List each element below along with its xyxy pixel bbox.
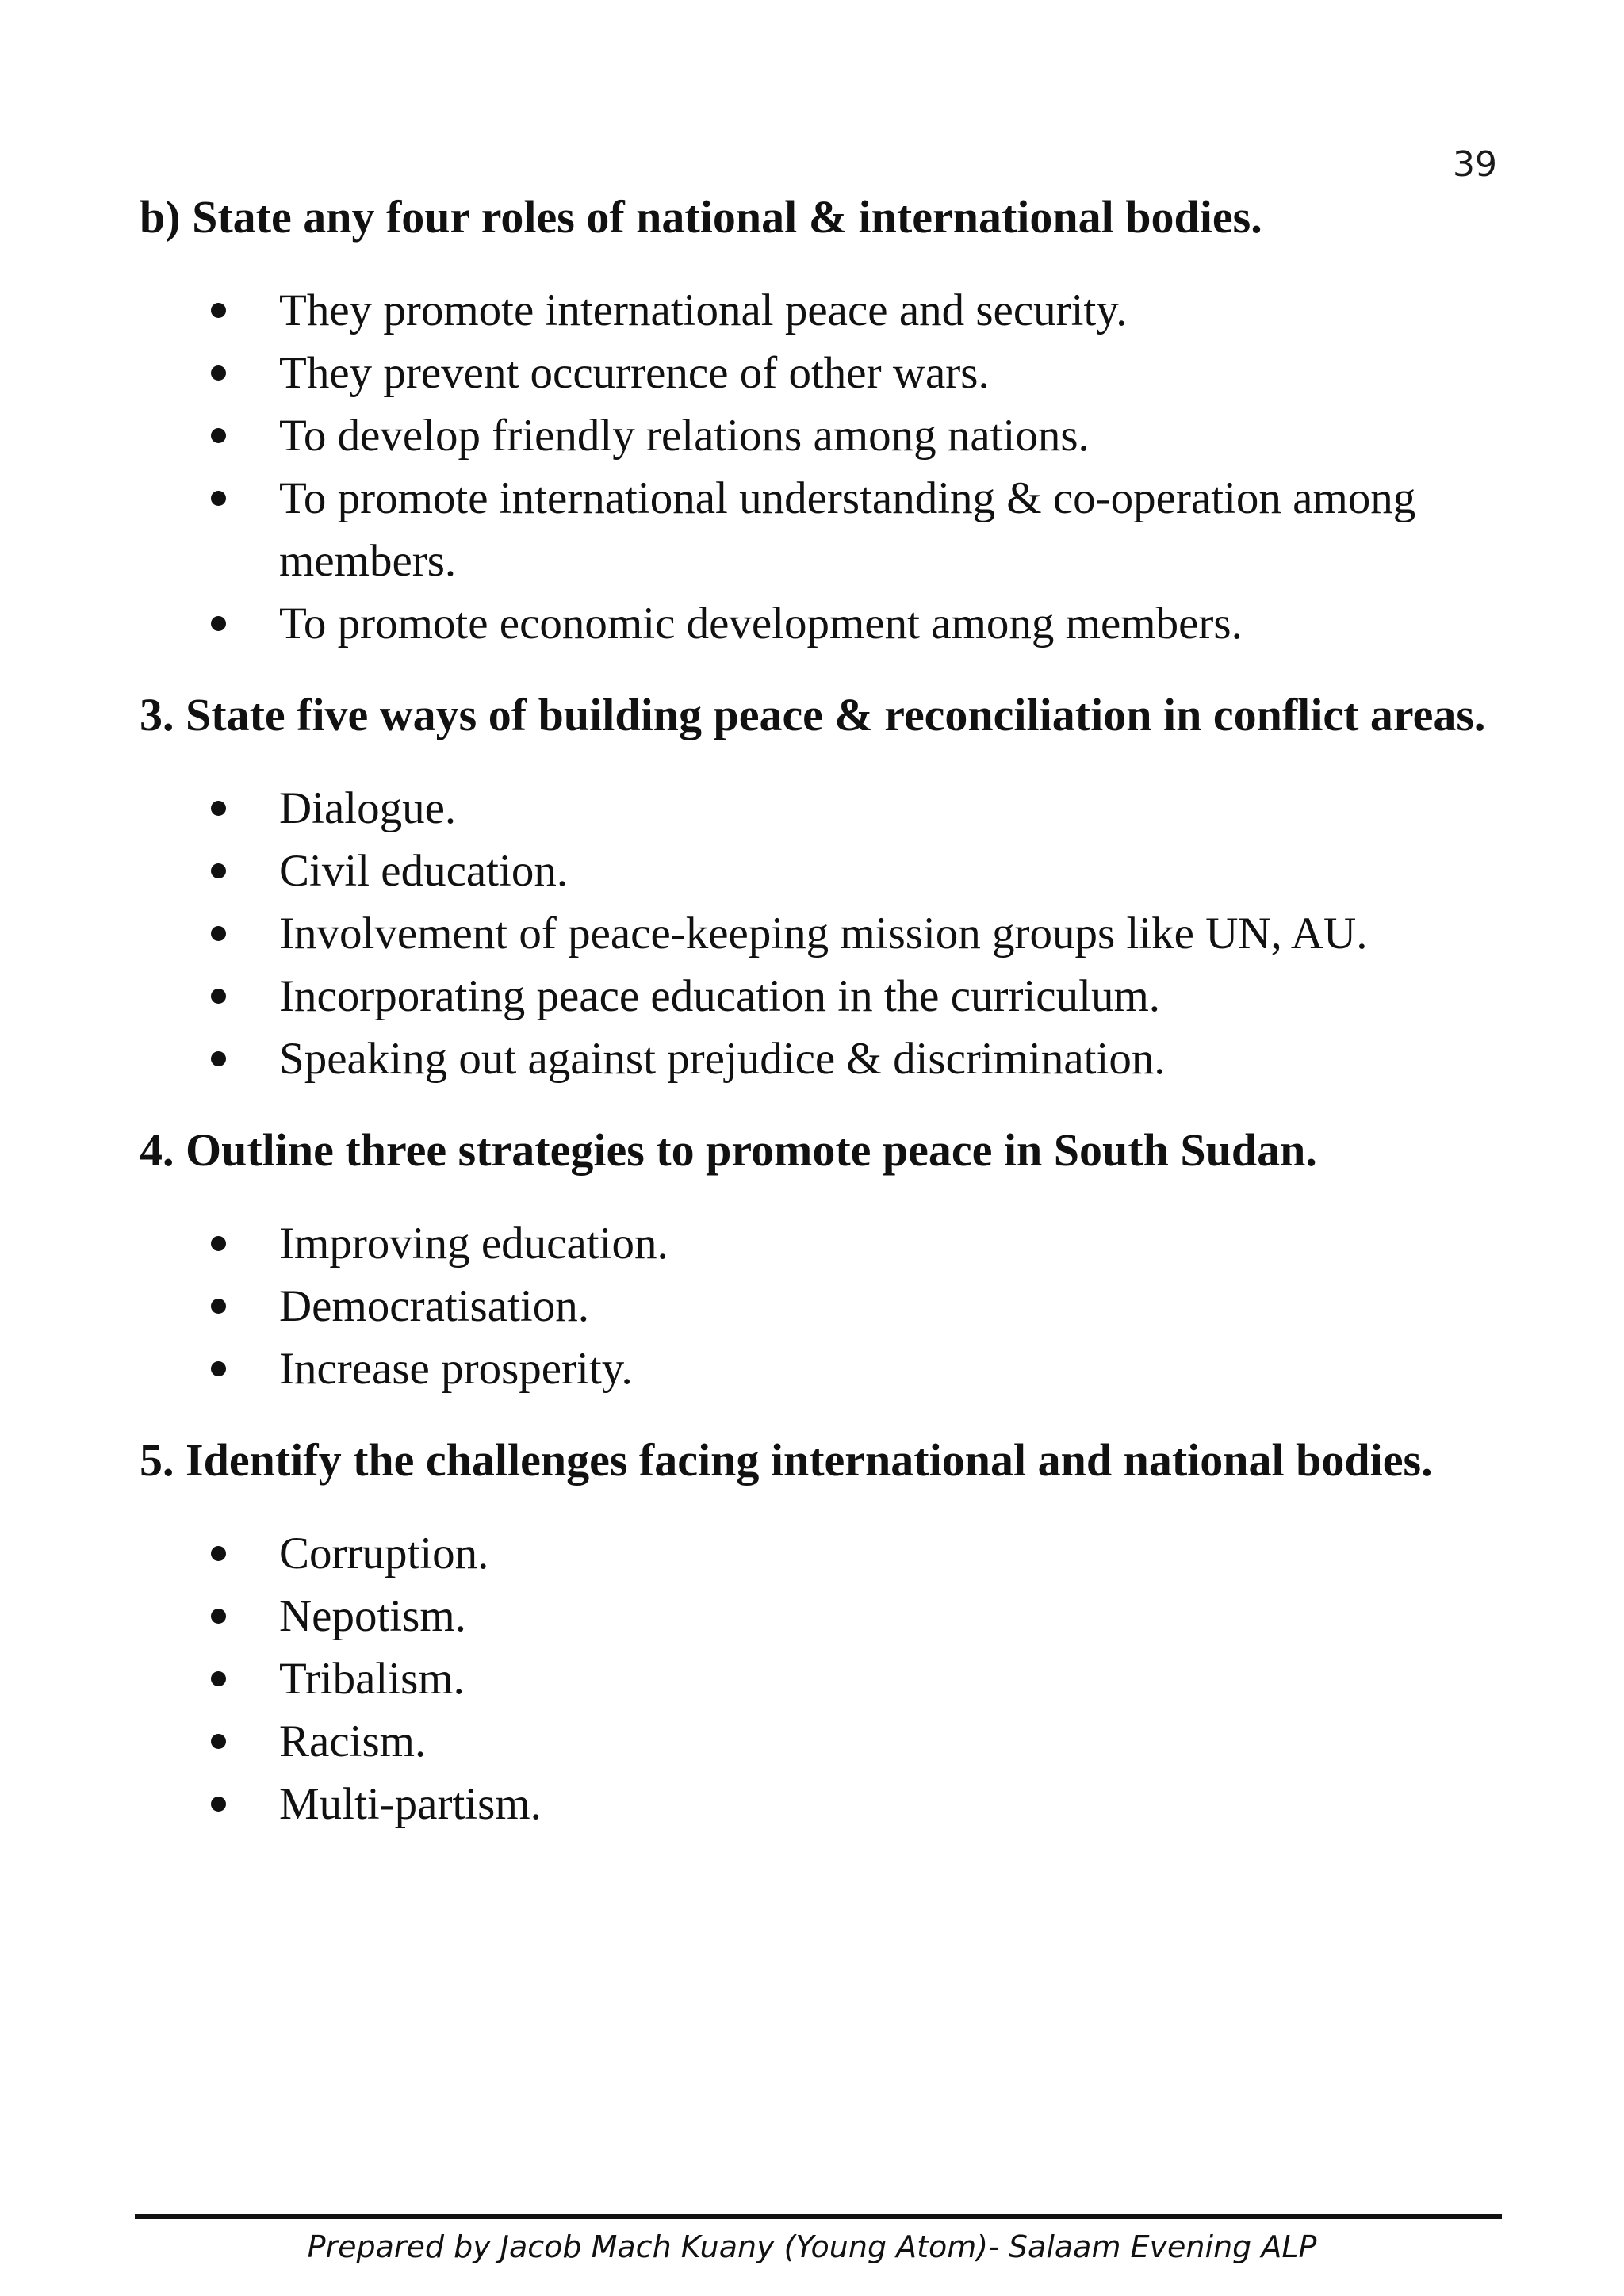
list-item-text: Improving education. — [279, 1219, 668, 1269]
section-heading: 5. Identify the challenges facing international and national bodies. — [140, 1434, 1433, 1486]
list-item — [140, 404, 1519, 467]
answer-list — [140, 1522, 1519, 1835]
bullet-icon — [211, 801, 226, 816]
list-item-text: They promote international peace and security. — [279, 285, 1128, 335]
list-item-text: Speaking out against prejudice & discrimination. — [279, 1034, 1166, 1084]
bullet-icon — [211, 303, 226, 318]
list-item-text: Racism. — [279, 1716, 427, 1766]
bullet-icon — [211, 989, 226, 1004]
bullet-icon — [211, 1797, 226, 1812]
list-item-text: Incorporating peace education in the curriculum. — [279, 971, 1161, 1021]
list-item — [140, 592, 1519, 655]
section-heading: 4. Outline three strategies to promote peace in South Sudan. — [140, 1124, 1317, 1176]
list-item — [140, 1522, 1519, 1585]
bullet-icon — [211, 1609, 226, 1624]
list-item-text: Dialogue. — [279, 783, 457, 833]
list-item-text: Nepotism. — [279, 1591, 466, 1641]
answer-list — [140, 1212, 1519, 1400]
list-item — [140, 777, 1519, 840]
list-item-text: Multi-partism. — [279, 1779, 542, 1829]
list-item-text: To promote economic development among members. — [279, 599, 1243, 649]
document-body — [140, 189, 1519, 1867]
list-item-text: Involvement of peace-keeping mission groups like UN, AU. — [279, 909, 1368, 959]
list-item — [140, 840, 1519, 902]
section-heading: b) State any four roles of national & international bodies. — [140, 191, 1262, 243]
list-item — [140, 1027, 1519, 1090]
list-item — [140, 965, 1519, 1027]
page-number: 39 — [1453, 144, 1497, 185]
bullet-icon — [211, 863, 226, 878]
bullet-icon — [211, 1051, 226, 1066]
list-item — [140, 1710, 1519, 1773]
bullet-icon — [211, 1671, 226, 1686]
list-item — [140, 342, 1519, 404]
list-item — [140, 1585, 1519, 1647]
bullet-icon — [211, 365, 226, 381]
bullet-icon — [211, 1361, 226, 1376]
list-item — [140, 902, 1519, 965]
list-item — [140, 467, 1519, 592]
footer-divider — [135, 2214, 1502, 2219]
section-peace-building — [140, 687, 1519, 1090]
list-item-text: Corruption. — [279, 1529, 489, 1578]
bullet-icon — [211, 616, 226, 631]
footer-credit: Prepared by Jacob Mach Kuany (Young Atom)- Salaam Evening ALP — [307, 2229, 1317, 2264]
section-peace-strategies — [140, 1122, 1519, 1400]
list-item-text: They prevent occurrence of other wars. — [279, 348, 990, 398]
list-item-text: To promote international understanding & co-operation among members. — [279, 473, 1416, 586]
list-item-text: Democratisation. — [279, 1281, 589, 1331]
list-item — [140, 279, 1519, 342]
bullet-icon — [211, 1236, 226, 1251]
section-heading: 3. State five ways of building peace & reconciliation in conflict areas. — [140, 689, 1486, 740]
list-item — [140, 1337, 1519, 1400]
list-item — [140, 1647, 1519, 1710]
bullet-icon — [211, 491, 226, 506]
list-item-text: Civil education. — [279, 846, 569, 896]
bullet-icon — [211, 428, 226, 443]
list-item — [140, 1212, 1519, 1275]
list-item-text: To develop friendly relations among nations. — [279, 411, 1090, 461]
answer-list — [140, 777, 1519, 1090]
list-item — [140, 1773, 1519, 1835]
section-challenges — [140, 1432, 1519, 1835]
bullet-icon — [211, 1299, 226, 1314]
list-item — [140, 1275, 1519, 1337]
bullet-icon — [211, 1734, 226, 1749]
answer-list — [140, 279, 1519, 655]
section-roles-of-bodies — [140, 189, 1519, 655]
bullet-icon — [211, 1546, 226, 1561]
list-item-text: Tribalism. — [279, 1654, 465, 1704]
bullet-icon — [211, 926, 226, 941]
list-item-text: Increase prosperity. — [279, 1344, 633, 1394]
